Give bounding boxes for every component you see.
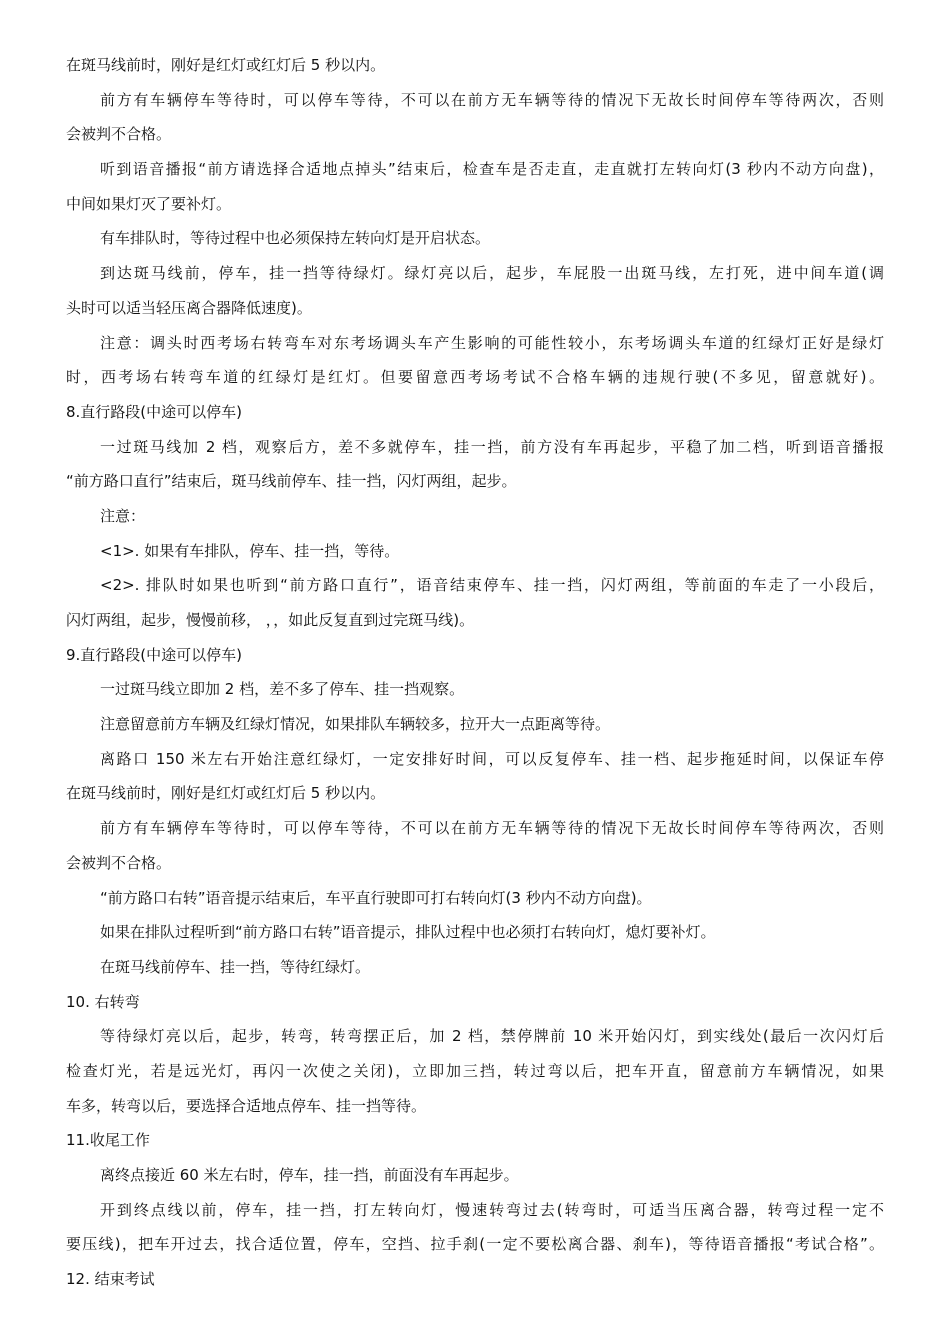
text-line: 闪灯两组，起步，慢慢前移， ，，如此反复直到过完斑马线)。	[66, 611, 475, 629]
section-heading-11: 11.收尾工作	[66, 1131, 150, 1150]
text-line: 车多，转弯以后，要选择合适地点停车、挂一挡等待。	[66, 1096, 427, 1115]
text-line: 开到终点线以前，停车，挂一挡，打左转向灯，慢速转弯过去(转弯时，可适当压离合器，转弯过程一定不	[100, 1200, 884, 1219]
text-line: 如果在排队过程听到“前方路口右转”语音提示，排队过程中也必须打右转向灯，熄灯要补灯。	[100, 923, 716, 942]
text-line: 检查灯光，若是远光灯，再闪一次使之关闭)，立即加三挡，转过弯以后，把车开直，留意前方车辆情况，如果	[66, 1061, 884, 1080]
text-line: 一过斑马线加 2 档，观察后方，差不多就停车，挂一挡，前方没有车再起步，平稳了加二档，听到语音播报	[100, 437, 884, 456]
document-body	[66, 48, 884, 1297]
text-line: 注意：调头时西考场右转弯车对东考场调头车产生影响的可能性较小，东考场调头车道的红绿灯正好是绿灯	[100, 333, 884, 352]
text-line: 注意留意前方车辆及红绿灯情况，如果排队车辆较多，拉开大一点距离等待。	[100, 715, 611, 734]
section-heading-8: 8.直行路段(中途可以停车)	[66, 402, 243, 421]
text-line: 听到语音播报“前方请选择合适地点掉头”结束后，检查车是否走直，走直就打左转向灯(3 秒内不动方向盘)，	[100, 160, 884, 179]
text-line: 到达斑马线前，停车，挂一挡等待绿灯。绿灯亮以后，起步，车屁股一出斑马线，左打死，进中间车道(调	[100, 264, 884, 283]
text-line: 时，西考场右转弯车道的红绿灯是红灯。但要留意西考场考试不合格车辆的违规行驶(不多见，留意就好)。	[66, 368, 884, 387]
text-line: 等待绿灯亮以后，起步，转弯，转弯摆正后，加 2 档，禁停牌前 10 米开始闪灯，到实线处(最后一次闪灯后	[100, 1027, 884, 1046]
note-item-2: <2>. 排队时如果也听到“前方路口直行”，语音结束停车、挂一挡，闪灯两组，等前面的车走了一小段后，	[100, 576, 884, 595]
text-line: 头时可以适当轻压离合器降低速度)。	[66, 298, 312, 317]
text-line: 一过斑马线立即加 2 档，差不多了停车、挂一挡观察。	[100, 680, 465, 699]
text-line: 中间如果灯灭了要补灯。	[66, 194, 232, 213]
text-line: 离终点接近 60 米左右时，停车，挂一挡，前面没有车再起步。	[100, 1166, 519, 1184]
section-heading-9: 9.直行路段(中途可以停车)	[66, 645, 243, 664]
text-line: 在斑马线前时，刚好是红灯或红灯后 5 秒以内。	[66, 784, 386, 803]
text-line: “前方路口直行”结束后，斑马线前停车、挂一挡，闪灯两组，起步。	[66, 472, 517, 491]
text-line: 在斑马线前停车、挂一挡，等待红绿灯。	[100, 957, 371, 976]
text-line: 会被判不合格。	[66, 853, 172, 872]
text-line: “前方路口右转”语音提示结束后，车平直行驶即可打右转向灯(3 秒内不动方向盘)。	[100, 888, 652, 907]
section-heading-10: 10. 右转弯	[66, 992, 140, 1011]
section-heading-12: 12. 结束考试	[66, 1270, 155, 1289]
text-line: 要压线)，把车开过去，找合适位置，停车，空挡、拉手刹(一定不要松离合器、刹车)，等待语音播报“考试合格”。	[66, 1235, 884, 1254]
text-line: 前方有车辆停车等待时，可以停车等待，不可以在前方无车辆等待的情况下无故长时间停车等待两次，否则	[100, 90, 884, 109]
note-item-1: <1>. 如果有车排队，停车、挂一挡，等待。	[100, 541, 400, 560]
text-line: 会被判不合格。	[66, 125, 172, 144]
text-line: 前方有车辆停车等待时，可以停车等待，不可以在前方无车辆等待的情况下无故长时间停车等待两次，否则	[100, 819, 884, 838]
text-line: 有车排队时，等待过程中也必须保持左转向灯是开启状态。	[100, 229, 491, 248]
text-line: 在斑马线前时，刚好是红灯或红灯后 5 秒以内。	[66, 56, 386, 74]
text-line: 离路口 150 米左右开始注意红绿灯，一定安排好时间，可以反复停车、挂一档、起步拖延时间，以保证车停	[100, 749, 884, 768]
note-label: 注意：	[100, 506, 146, 525]
